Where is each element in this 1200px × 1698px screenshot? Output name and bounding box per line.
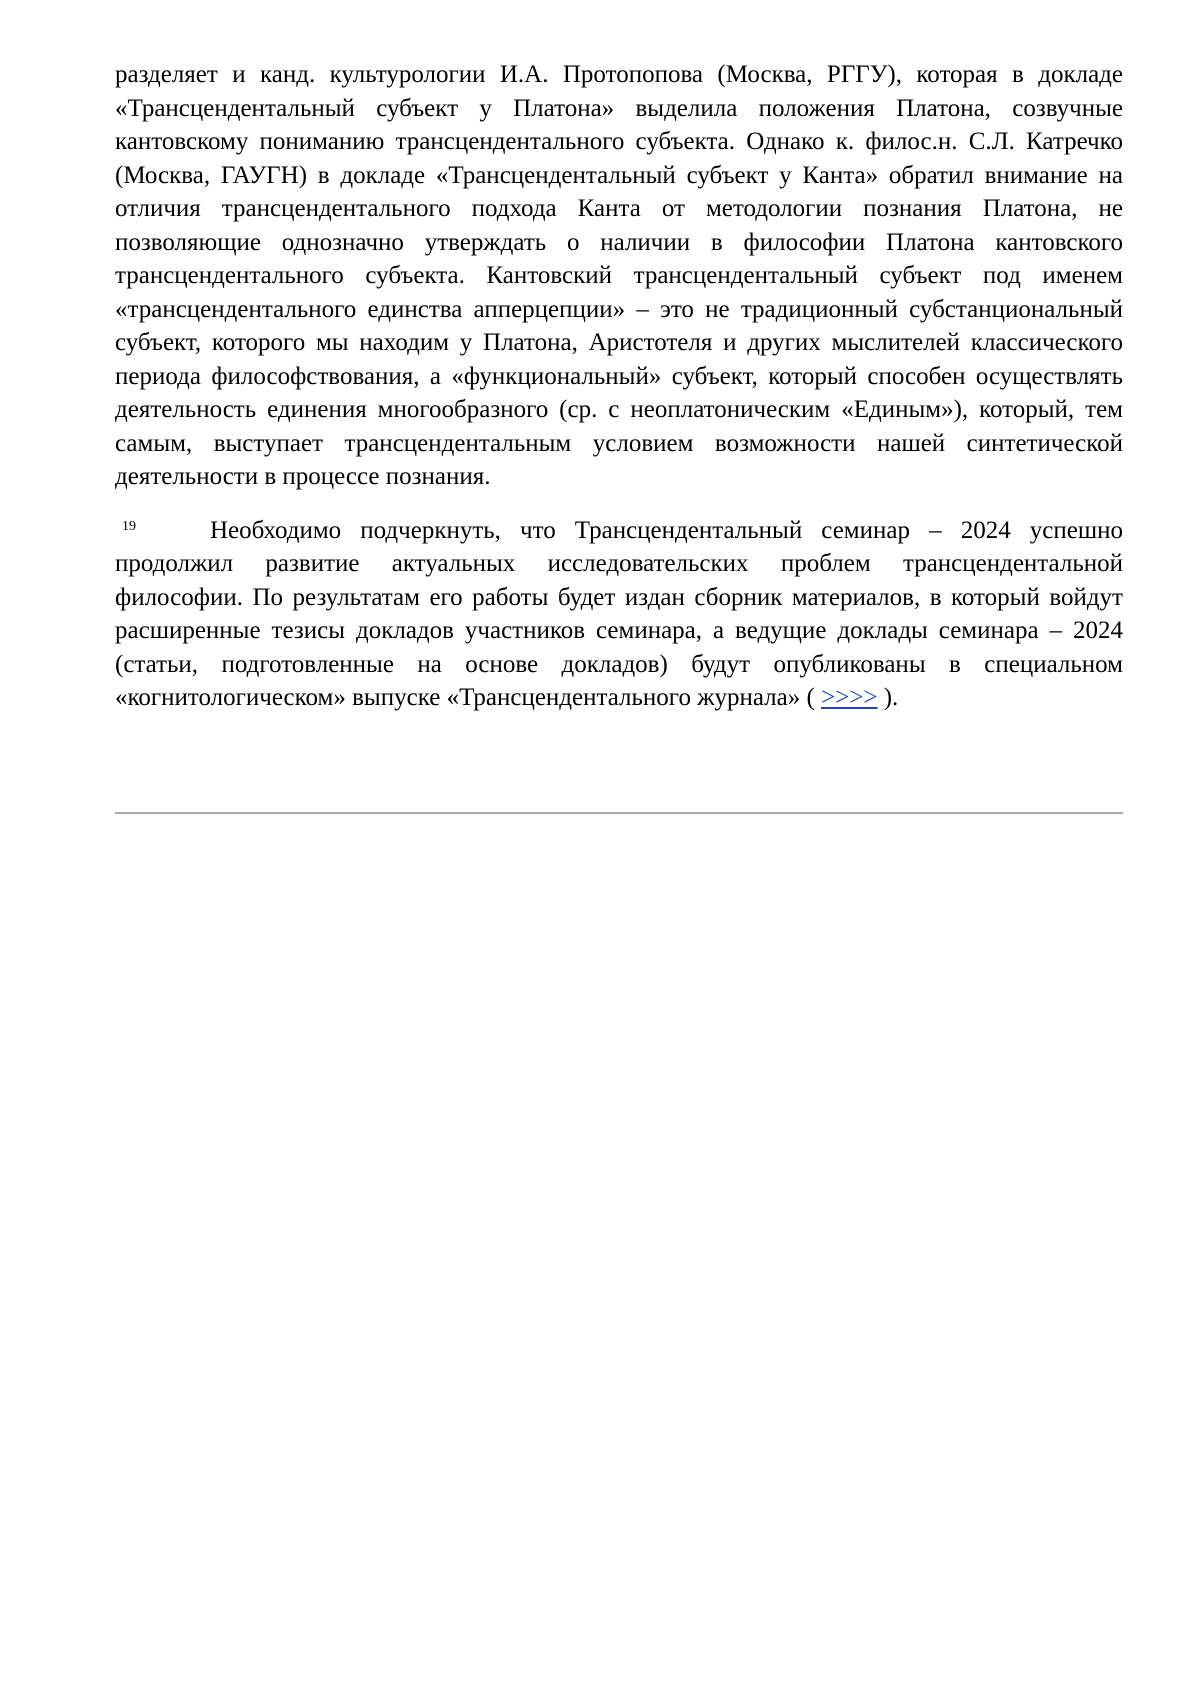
paragraph-number: 19 bbox=[122, 518, 136, 534]
paragraph-19 bbox=[115, 514, 1123, 715]
paragraph-text: Необходимо подчеркнуть, что Трансцендентальный семинар – 2024 успешно продолжил развитие актуальных исследовательских проблем трансцендентальной философии. По результатам его работы будет издан сборник материалов, в который войдут расширенные тезисы докладов участников семинара, а ведущие доклады семинара – 2024 (статьи, подготовленные на основе докладов) будут опубликованы в специальном «когнитологическом» выпуске «Трансцендентального журнала» ( bbox=[115, 516, 1123, 711]
journal-link[interactable]: >>>> bbox=[821, 684, 878, 711]
horizontal-divider bbox=[115, 812, 1123, 814]
document-page bbox=[115, 58, 1123, 715]
paragraph-continued bbox=[115, 58, 1123, 494]
paragraph-text: разделяет и канд. культурологии И.А. Протопопова (Москва, РГГУ), которая в докладе «Трансцендентальный субъект у Платона» выделила положения Платона, созвучные кантовскому пониманию трансцендентального субъекта. Однако к. филос.н. С.Л. Катречко (Москва, ГАУГН) в докладе «Трансцендентальный субъект у Канта» обратил внимание на отличия трансцендентального подхода Канта от методологии познания Платона, не позволяющие однозначно утверждать о наличии в философии Платона кантовского трансцендентального субъекта. Кантовский трансцендентальный субъект под именем «трансцендентального единства апперцепции» – это не традиционный субстанциональный субъект, которого мы находим у Платона, Аристотеля и других мыслителей классического периода философствования, а «функциональный» субъект, который способен осуществлять деятельность единения многообразного (ср. с неоплатоническим «Единым»), который, тем самым, выступает трансцендентальным условием возможности нашей синтетической деятельности в процессе познания. bbox=[115, 61, 1123, 490]
paragraph-text-after: ). bbox=[883, 684, 899, 711]
